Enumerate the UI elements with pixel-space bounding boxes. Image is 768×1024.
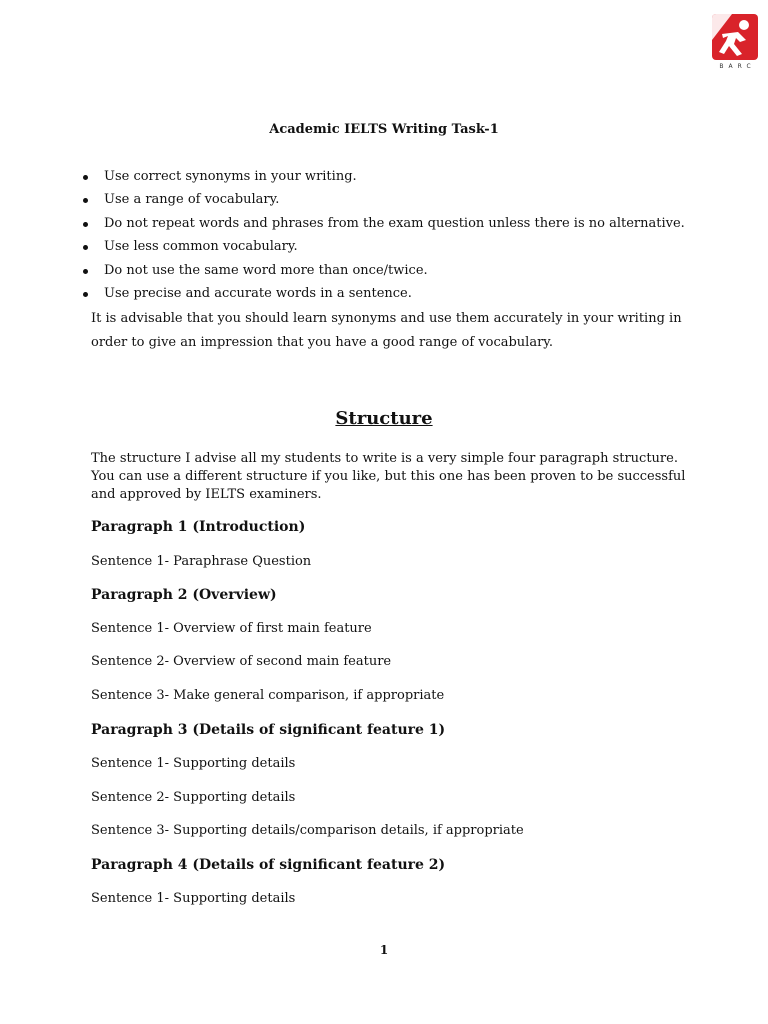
list-item: Use less common vocabulary.: [104, 238, 685, 261]
sentence-line: Sentence 2- Overview of second main feature: [91, 654, 392, 669]
structure-intro: [91, 450, 691, 504]
running-figure-icon: [712, 14, 758, 60]
intro-line: You can use a different structure if you like, but this one has been proven to be successful: [91, 469, 686, 484]
tips-list: [104, 168, 685, 308]
list-item: Use precise and accurate words in a sentence.: [104, 285, 685, 308]
sentence-line: Sentence 3- Supporting details/comparison details, if appropriate: [91, 823, 524, 838]
sentence-line: Sentence 3- Make general comparison, if appropriate: [91, 688, 445, 703]
intro-line: and approved by IELTS examiners.: [91, 487, 322, 502]
page-number: 1: [379, 943, 389, 957]
list-item: Do not use the same word more than once/twice.: [104, 262, 685, 285]
structure-heading: Structure: [335, 408, 433, 429]
paragraph-3-heading: Paragraph 3 (Details of significant feature 1): [91, 722, 446, 738]
paragraph-4-heading: Paragraph 4 (Details of significant feature 2): [91, 857, 446, 873]
list-item: Use correct synonyms in your writing.: [104, 168, 685, 191]
sentence-line: Sentence 1- Supporting details: [91, 891, 296, 906]
sentence-line: Sentence 2- Supporting details: [91, 790, 296, 805]
logo-badge: [712, 14, 758, 60]
logo-text: BARC: [719, 63, 756, 70]
paragraph-2-heading: Paragraph 2 (Overview): [91, 587, 277, 603]
sentence-line: Sentence 1- Supporting details: [91, 756, 296, 771]
advice-line: It is advisable that you should learn synonyms and use them accurately in your writing in: [91, 311, 682, 326]
sentence-line: Sentence 1- Paraphrase Question: [91, 554, 312, 569]
page-title: Academic IELTS Writing Task-1: [269, 122, 499, 137]
list-item: Use a range of vocabulary.: [104, 191, 685, 214]
barc-logo: [712, 14, 758, 74]
advice-paragraph: [91, 307, 691, 355]
intro-line: The structure I advise all my students to write is a very simple four paragraph structure.: [91, 451, 678, 466]
advice-line: order to give an impression that you have a good range of vocabulary.: [91, 335, 554, 350]
list-item: Do not repeat words and phrases from the exam question unless there is no alternative.: [104, 215, 685, 238]
sentence-line: Sentence 1- Overview of first main feature: [91, 621, 372, 636]
paragraph-1-heading: Paragraph 1 (Introduction): [91, 519, 306, 535]
